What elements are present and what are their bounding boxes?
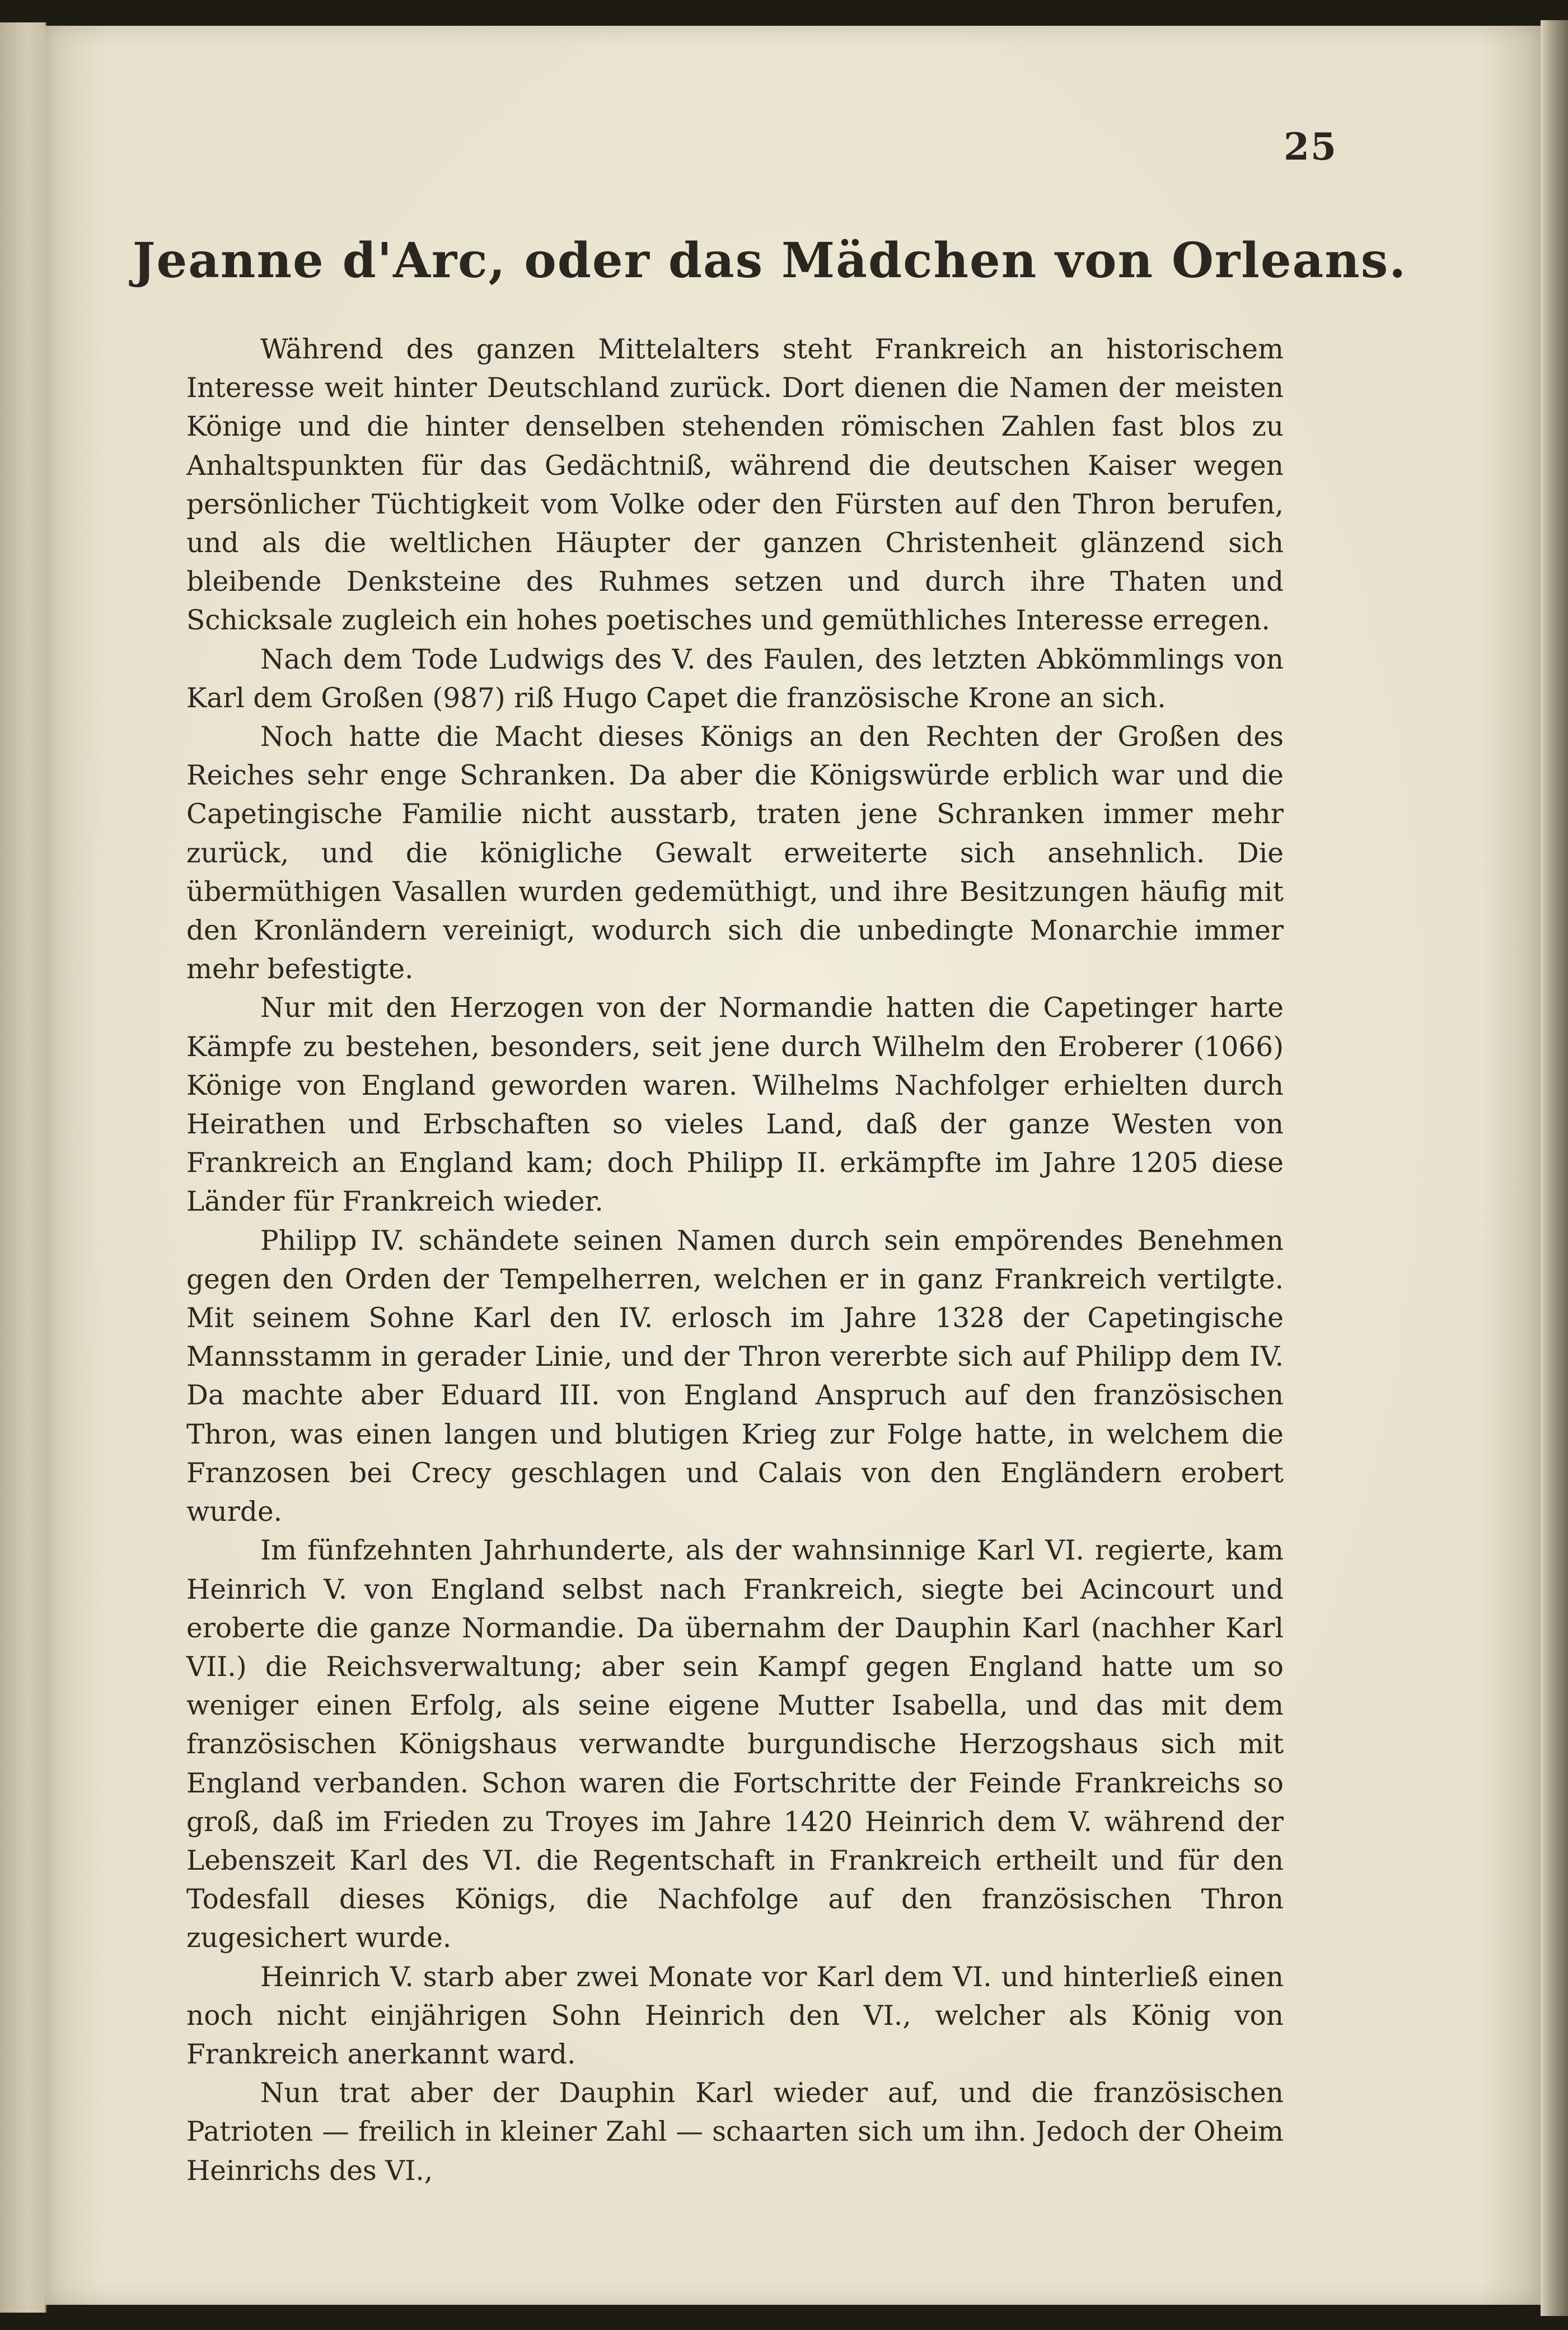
paragraph-6: Im fünfzehnten Jahrhunderte, als der wahnsinnige Karl VI. regierte, kam Heinrich V. von England selbst nach Frankreich, siegte bei Acincourt und eroberte die ganze Normandie. Da übernahm der Dauphin Karl (nachher Karl VII.) die Reichsverwaltung; aber sein Kampf gegen England hatte um so weniger einen Erfolg, als seine eigene Mutter Isabella, und das mit dem französischen Königshaus verwandte burgundische Herzogshaus sich mit England verbanden. Schon waren die Fortschritte der Feinde Frankreichs so groß, daß im Frieden zu Troyes im Jahre 1420 Heinrich dem V. während der Lebenszeit Karl des VI. die Regentschaft in Frankreich ertheilt und für den Todesfall dieses Königs, die Nachfolge auf den französischen Thron zugesichert wurde. [186,1535,1284,1954]
paragraph-1: Während des ganzen Mittelalters steht Frankreich an historischem Interesse weit hinter Deutschland zurück. Dort dienen die Namen der meisten Könige und die hinter denselben stehenden römischen Zahlen fast blos zu Anhaltspunkten für das Gedächtniß, während die deutschen Kaiser wegen persönlicher Tüchtigkeit vom Volke oder den Fürsten auf den Thron berufen, und als die weltlichen Häupter der ganzen Christenheit glänzend sich bleibende Denksteine des Ruhmes setzen und durch ihre Thaten und Schicksale zugleich ein hohes poetisches und gemüthliches Interesse erregen. [186,334,1284,637]
left-page-edge [0,22,46,2313]
paragraph-4: Nur mit den Herzogen von der Normandie hatten die Capetinger harte Kämpfe zu bestehen, besonders, seit jene durch Wilhelm den Eroberer (1066) Könige von England geworden waren. Wilhelms Nachfolger erhielten durch Heirathen und Erbschaften so vieles Land, daß der ganze Westen von Frankreich an England kam; doch Philipp II. erkämpfte im Jahre 1205 diese Länder für Frankreich wieder. [186,992,1284,1218]
paragraph-8: Nun trat aber der Dauphin Karl wieder auf, und die französischen Patrioten — freilich in kleiner Zahl — schaarten sich um ihn. Jedoch der Oheim Heinrichs des VI., [186,2077,1284,2187]
paragraph-5: Philipp IV. schändete seinen Namen durch sein empörendes Benehmen gegen den Orden der Tempelherren, welchen er in ganz Frankreich vertilgte. Mit seinem Sohne Karl den IV. erlosch im Jahre 1328 der Capetingische Mannsstamm in gerader Linie, und der Thron vererbte sich auf Philipp dem IV. Da machte aber Eduard III. von England Anspruch auf den französischen Thron, was einen langen und blutigen Krieg zur Folge hatte, in welchem die Franzosen bei Crecy geschlagen und Calais von den Engländern erobert wurde. [186,1225,1284,1528]
body-text [186,330,1284,2191]
paragraph-7: Heinrich V. starb aber zwei Monate vor Karl dem VI. und hinterließ einen noch nicht einjährigen Sohn Heinrich den VI., welcher als König von Frankreich anerkannt ward. [186,1961,1284,2070]
right-page-edge [1541,20,1568,2316]
page-number: 25 [1284,125,1337,169]
paragraph-2: Nach dem Tode Ludwigs des V. des Faulen, des letzten Abkömmlings von Karl dem Großen (987) riß Hugo Capet die französische Krone an sich. [186,643,1284,714]
chapter-title: Jeanne d'Arc, oder das Mädchen von Orleans. [132,232,1407,289]
paragraph-3: Noch hatte die Macht dieses Königs an den Rechten der Großen des Reiches sehr enge Schranken. Da aber die Königswürde erblich war und die Capetingische Familie nicht ausstarb, traten jene Schranken immer mehr zurück, und die königliche Gewalt erweiterte sich ansehnlich. Die übermüthigen Vasallen wurden gedemüthigt, und ihre Besitzungen häufig mit den Kronländern vereinigt, wodurch sich die unbedingte Monarchie immer mehr befestigte. [186,721,1284,986]
